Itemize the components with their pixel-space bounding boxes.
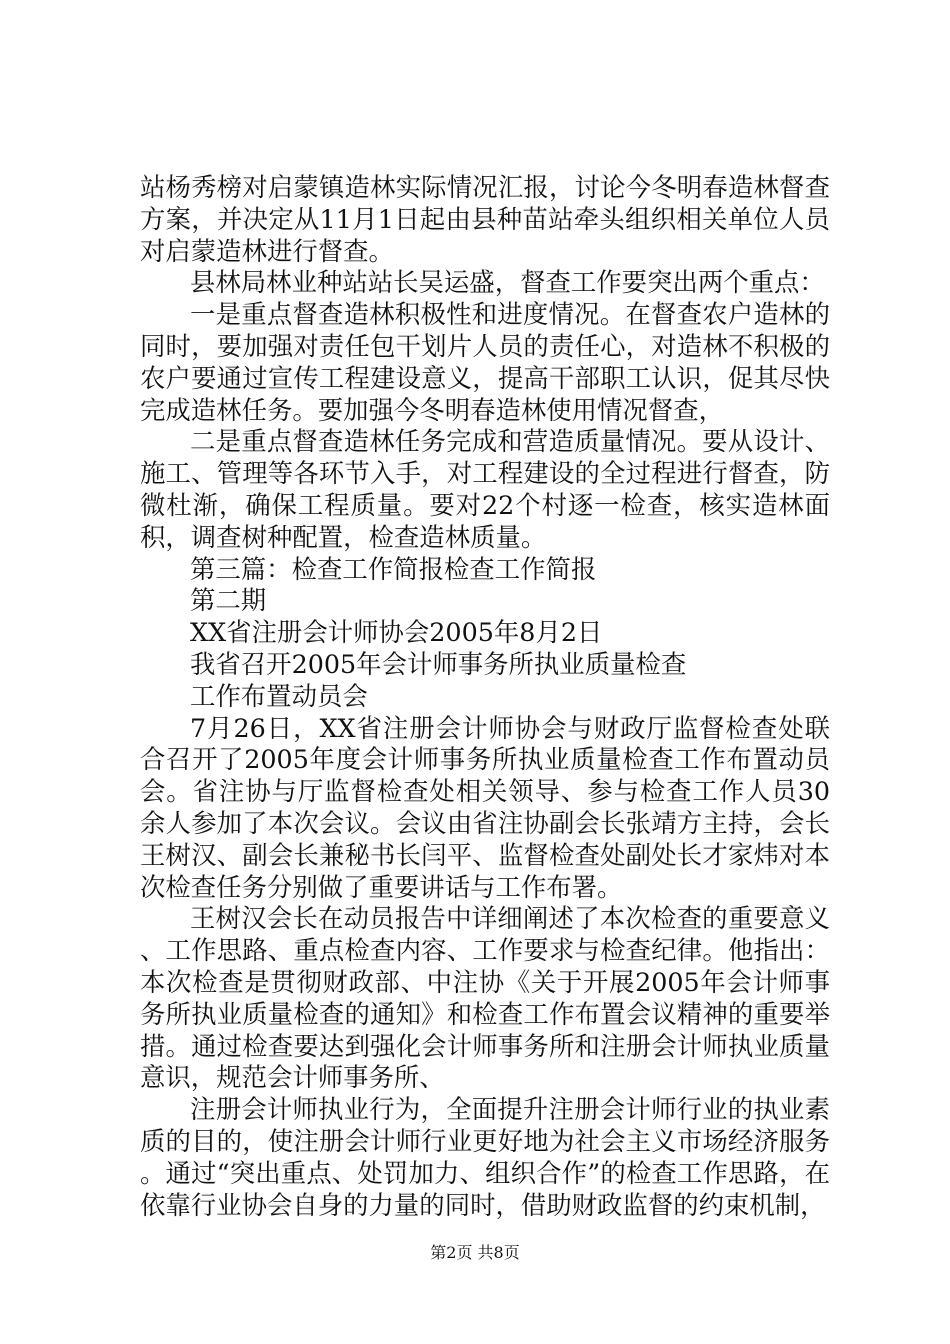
article-title-line-2: 工作布置动员会 bbox=[190, 680, 368, 711]
page-number-footer: 第2页 共8页 bbox=[430, 1243, 520, 1262]
article-title-line-1: 我省召开2005年会计师事务所执业质量检查 bbox=[190, 648, 687, 679]
issue-number: 第二期 bbox=[190, 585, 267, 616]
document-body bbox=[140, 172, 830, 1221]
paragraph: 二是重点督查造林任务完成和营造质量情况。要从设计、施工、管理等各环节入手，对工程建设的全过程进行督查，防微杜渐，确保工程质量。要对22个村逐一检查，核实造林面积，调查树种配置，检查造林质量。 bbox=[140, 426, 830, 552]
paragraph: 7月26日，XX省注册会计师协会与财政厅监督检查处联合召开了2005年度会计师事务所执业质量检查工作布置动员会。省注协与厅监督检查处相关领导、参与检查工作人员30余人参加了本次会议。会议由省注协副会长张靖方主持，会长王树汉、副会长兼秘书长闫平、监督检查处副处长才家炜对本次检查任务分别做了重要讲话与工作布署。 bbox=[140, 712, 830, 902]
paragraph: 王树汉会长在动员报告中详细阐述了本次检查的重要意义、工作思路、重点检查内容、工作要求与检查纪律。他指出：本次检查是贯彻财政部、中注协《关于开展2005年会计师事务所执业质量检查的通知》和检查工作布置会议精神的重要举措。通过检查要达到强化会计师事务所和注册会计师执业质量意识，规范会计师事务所、 bbox=[140, 903, 830, 1093]
paragraph: 一是重点督查造林积极性和进度情况。在督查农户造林的同时，要加强对责任包干划片人员的责任心，对造林不积极的农户要通过宣传工程建设意义，提高干部职工认识，促其尽快完成造林任务。要加强今冬明春造林使用情况督查， bbox=[140, 299, 830, 425]
paragraph: 站杨秀榜对启蒙镇造林实际情况汇报，讨论今冬明春造林督查方案，并决定从11月1日起由县种苗站牵头组织相关单位人员对启蒙造林进行督查。 bbox=[140, 172, 830, 266]
paragraph: 县林局林业种站站长吴运盛，督查工作要突出两个重点： bbox=[190, 267, 825, 298]
section-heading: 第三篇：检查工作简报检查工作简报 bbox=[190, 553, 597, 584]
paragraph: 注册会计师执业行为，全面提升注册会计师行业的执业素质的目的，使注册会计师行业更好地为社会主义市场经济服务。通过“突出重点、处罚加力、组织合作”的检查工作思路，在依靠行业协会自身的力量的同时，借助财政监督的约束机制， bbox=[140, 1094, 830, 1220]
publisher-date: XX省注册会计师协会2005年8月2日 bbox=[190, 617, 603, 648]
